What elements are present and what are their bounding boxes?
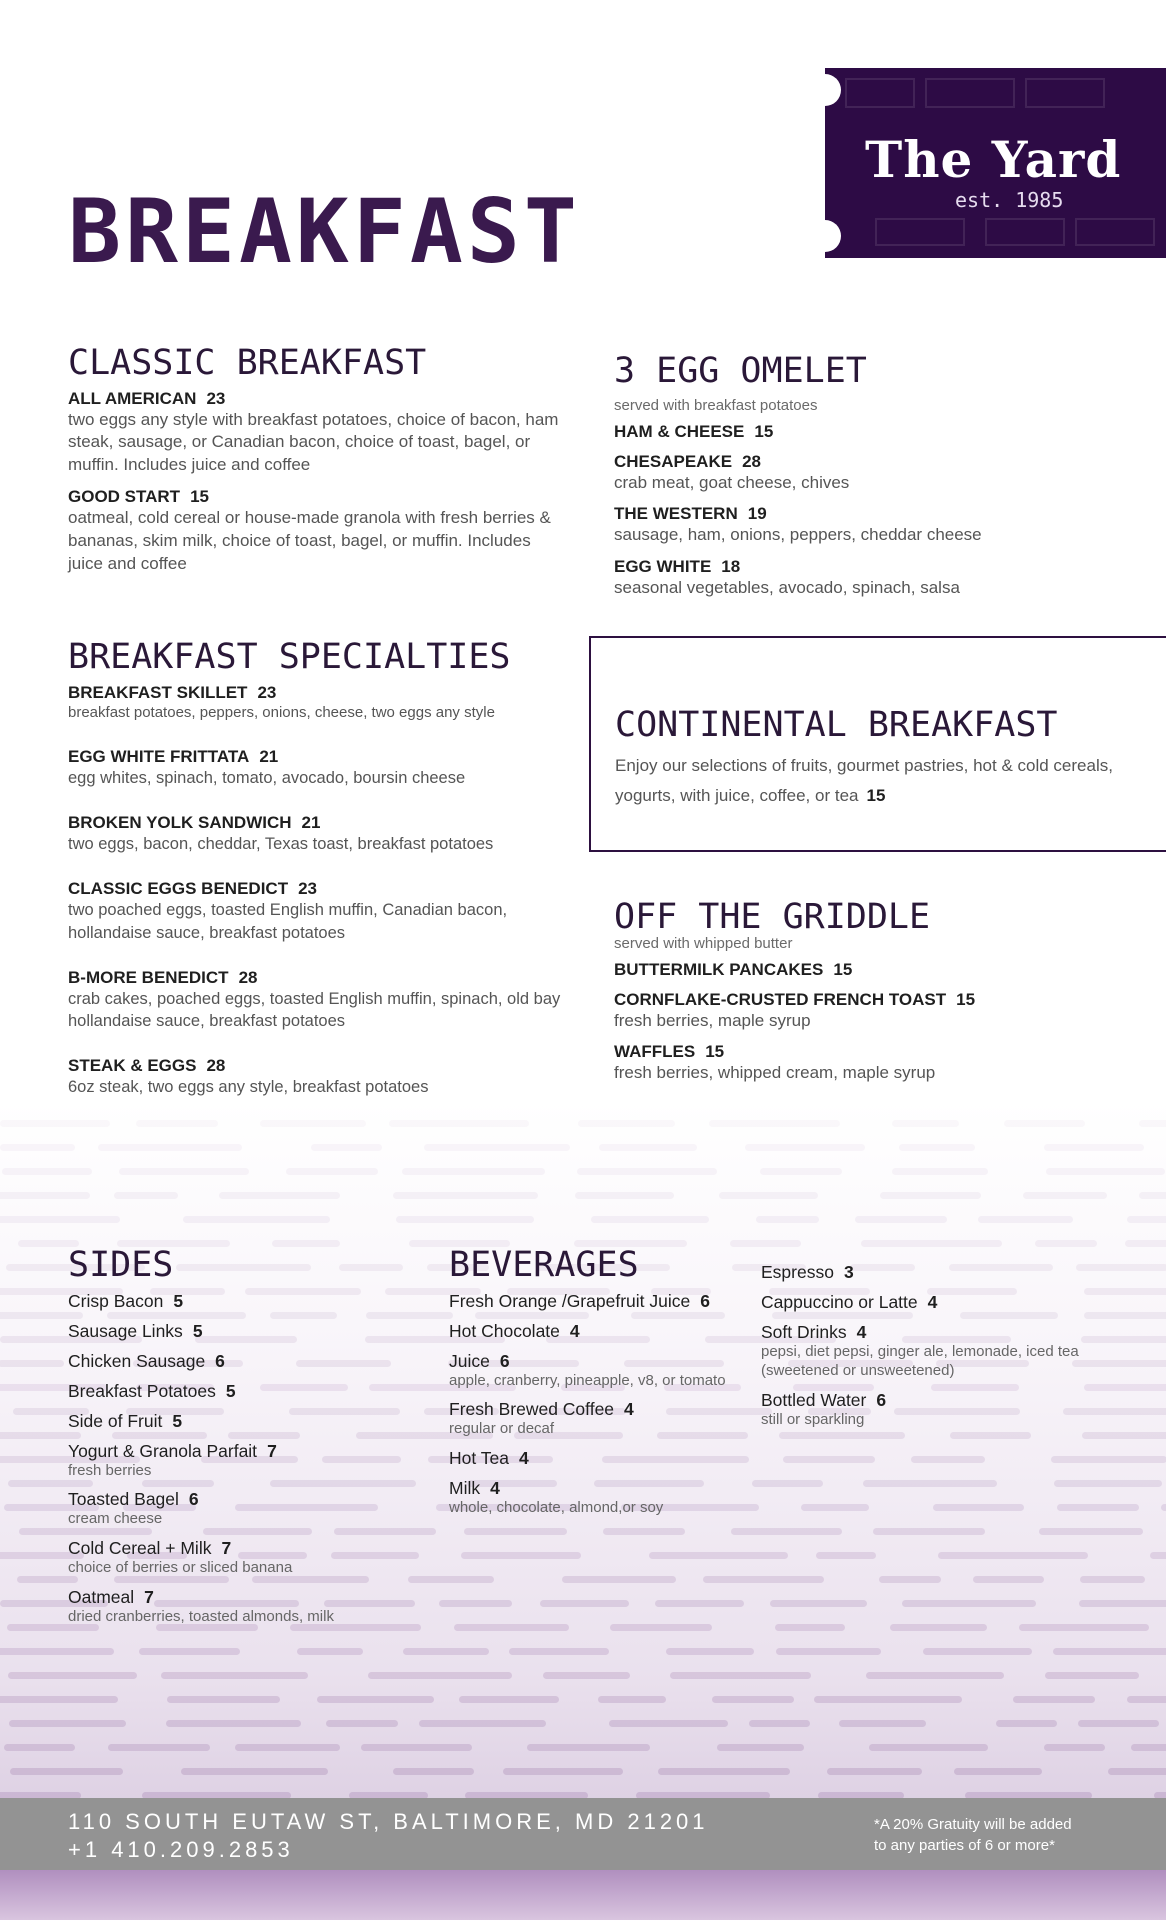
item-desc: choice of berries or sliced banana [68, 1559, 293, 1576]
menu-item [614, 990, 1134, 1033]
item-price: 6 [876, 1389, 887, 1410]
item-name: BUTTERMILK PANCAKES [614, 959, 824, 979]
brick-mark [1150, 1552, 1166, 1559]
brick-mark [286, 1168, 378, 1175]
brick-mark [598, 1696, 666, 1703]
item-desc: apple, cranberry, pineapple, v8, or tomato [449, 1371, 726, 1389]
brick-mark [1076, 1264, 1166, 1271]
continental-price: 15 [866, 785, 886, 805]
continental-box [589, 636, 1166, 852]
item-name: Sausage Links [68, 1320, 183, 1341]
list-item [761, 1292, 1081, 1313]
brick-mark [776, 1648, 881, 1655]
menu-item [614, 1042, 1134, 1085]
item-desc: two eggs any style with breakfast potatoes, choice of bacon, ham steak, sausage, or Canadian bacon, choice of toast, bagel, or muffin. Includes juice and coffee [68, 409, 559, 475]
section-title: BREAKFAST SPECIALTIES [68, 637, 511, 677]
item-desc: still or sparkling [761, 1410, 865, 1428]
list-item [449, 1399, 739, 1439]
list-item [68, 1381, 388, 1402]
item-price: 5 [192, 1320, 203, 1341]
item-name: THE WESTERN [614, 504, 738, 524]
list-item [68, 1489, 388, 1529]
menu-item [614, 557, 1134, 600]
brick-mark [775, 1624, 845, 1631]
gratuity-line: *A 20% Gratuity will be added [874, 1816, 1072, 1833]
item-price: 6 [215, 1350, 225, 1371]
brick-mark [869, 1744, 989, 1751]
brick-mark [599, 1144, 697, 1151]
brick-mark [114, 1192, 178, 1199]
brick-mark [578, 1120, 675, 1127]
item-price: 5 [172, 1410, 183, 1431]
brick-mark [1080, 1576, 1145, 1583]
logo-name: The Yard [865, 130, 1122, 189]
brick-mark [1054, 1480, 1161, 1487]
section-title: 3 EGG OMELET [614, 351, 867, 391]
brick-mark [873, 1528, 986, 1535]
section-title: SIDES [68, 1245, 174, 1285]
brick-mark [655, 1600, 745, 1607]
section-title: OFF THE GRIDDLE [614, 897, 931, 937]
menu-item [614, 422, 1134, 442]
brick-mark [649, 1552, 788, 1559]
brick-mark [749, 1720, 811, 1727]
item-price: 4 [569, 1320, 580, 1341]
brick-mark [814, 1696, 962, 1703]
item-price: 4 [624, 1399, 634, 1420]
brick-mark [0, 1648, 114, 1655]
brick-mark [1019, 1624, 1149, 1631]
brick-mark [181, 1768, 328, 1775]
brick-mark [575, 1192, 674, 1199]
brick-mark [973, 1576, 1044, 1583]
brick-mark [1039, 1528, 1143, 1535]
brick-mark [839, 1720, 926, 1727]
brick-mark [8, 1672, 137, 1679]
brick-mark [861, 1240, 1002, 1247]
list-item [68, 1321, 388, 1342]
brick-mark [1045, 1672, 1140, 1679]
item-name: Breakfast Potatoes [68, 1380, 216, 1401]
item-desc: oatmeal, cold cereal or house-made granola with fresh berries & bananas, skim milk, choice of toast, bagel, or muffin. Includes juice and coffee [68, 508, 551, 574]
brick-mark [603, 1528, 685, 1535]
brick-mark [235, 1744, 340, 1751]
item-name: STEAK & EGGS [68, 1056, 197, 1076]
brick-mark [703, 1576, 824, 1583]
classic-breakfast-section [68, 344, 568, 586]
list-item [449, 1351, 739, 1391]
item-desc: fresh berries, whipped cream, maple syrup [614, 1063, 936, 1083]
brick-mark [1004, 1120, 1085, 1127]
brick-mark [540, 1600, 630, 1607]
list-item [449, 1448, 739, 1469]
brick-mark [1044, 1744, 1105, 1751]
list-item [761, 1390, 1081, 1430]
brick-mark [892, 1120, 959, 1127]
list-item [449, 1291, 739, 1312]
item-price: 15 [833, 959, 853, 979]
item-name: CHESAPEAKE [614, 451, 733, 471]
item-name: Bottled Water [761, 1389, 867, 1410]
brick-mark [4, 1744, 75, 1751]
brick-mark [610, 1624, 711, 1631]
brick-mark [719, 1192, 818, 1199]
brick-mark [1131, 1744, 1166, 1751]
brick-mark [879, 1576, 940, 1583]
brick-mark [461, 1552, 581, 1559]
item-price: 21 [259, 746, 279, 766]
brick-mark [509, 1648, 610, 1655]
brick-mark [562, 1576, 676, 1583]
logo [825, 68, 1166, 258]
item-price: 19 [747, 504, 767, 524]
brick-mark [591, 1216, 709, 1223]
brick-mark [543, 1672, 630, 1679]
brick-mark [119, 1168, 249, 1175]
brick-mark [393, 1768, 474, 1775]
item-price: 4 [490, 1478, 500, 1498]
list-item [761, 1262, 1081, 1283]
menu-item [68, 747, 568, 789]
brick-mark [161, 1672, 308, 1679]
brick-mark [730, 1240, 801, 1247]
menu-item [614, 960, 1134, 980]
brick-mark [326, 1720, 398, 1727]
item-price: 4 [519, 1448, 529, 1468]
section-title: CONTINENTAL BREAKFAST [615, 705, 1058, 745]
brick-mark [1035, 1240, 1097, 1247]
continental-desc: Enjoy our selections of fruits, gourmet pastries, hot & cold cereals, yogurts, with juice, coffee, or tea 15 [615, 755, 1113, 805]
item-price: 15 [956, 989, 976, 1009]
brick-mark [783, 1456, 875, 1463]
specialties-section [68, 638, 568, 1123]
brick-mark [503, 1768, 624, 1775]
brick-mark [1084, 1312, 1166, 1319]
brick-mark [1051, 1456, 1166, 1463]
brick-mark [899, 1144, 974, 1151]
brick-mark [731, 1528, 842, 1535]
page-title: BREAKFAST [68, 180, 581, 283]
item-name: Cold Cereal + Milk [68, 1538, 212, 1558]
brick-mark [1072, 1360, 1166, 1367]
item-price: 6 [188, 1489, 199, 1510]
brick-mark [1078, 1720, 1158, 1727]
brick-mark [752, 1480, 823, 1487]
brick-mark [923, 1648, 1032, 1655]
brick-mark [1139, 1192, 1166, 1199]
brick-mark [658, 1768, 790, 1775]
section-title: CLASSIC BREAKFAST [68, 343, 427, 383]
item-price: 15 [705, 1042, 725, 1062]
item-desc: egg whites, spinach, tomato, avocado, boursin cheese [68, 768, 466, 787]
brick-mark [760, 1168, 841, 1175]
brick-mark [166, 1720, 302, 1727]
item-name: WAFFLES [614, 1042, 696, 1062]
brick-mark [938, 1552, 1088, 1559]
brick-mark [880, 1192, 981, 1199]
brick-mark [1108, 1768, 1166, 1775]
brick-mark [311, 1144, 382, 1151]
brick-mark [464, 1528, 567, 1535]
list-item [68, 1411, 388, 1432]
gratuity-line: to any parties of 6 or more* [874, 1837, 1055, 1854]
brick-mark [1084, 1288, 1166, 1295]
item-price: 7 [144, 1586, 154, 1607]
griddle-section [614, 898, 1134, 1095]
list-item [68, 1587, 388, 1627]
item-name: Cappuccino or Latte [761, 1292, 918, 1312]
brick-mark [139, 1648, 240, 1655]
item-name: Chicken Sausage [68, 1350, 206, 1371]
brick-mark [317, 1696, 434, 1703]
brick-mark [996, 1720, 1057, 1727]
brick-mark [454, 1624, 569, 1631]
item-price: 28 [206, 1056, 226, 1076]
list-item [68, 1538, 388, 1578]
beverages-section [449, 1246, 739, 1527]
brick-mark [1139, 1120, 1166, 1127]
item-name: Fresh Brewed Coffee [449, 1399, 615, 1420]
brick-mark [1127, 1216, 1166, 1223]
gratuity-note [874, 1814, 1072, 1856]
brick-mark [527, 1744, 649, 1751]
item-desc: seasonal vegetables, avocado, spinach, salsa [614, 578, 960, 598]
item-desc: regular or decaf [449, 1420, 555, 1438]
menu-item [68, 683, 568, 723]
menu-item [68, 968, 568, 1033]
brick-mark [0, 1144, 75, 1151]
item-desc: crab meat, goat cheese, chives [614, 472, 850, 492]
item-price: 28 [238, 967, 258, 987]
brick-mark [1057, 1504, 1139, 1511]
item-name: Fresh Orange /Grapefruit Juice [449, 1290, 691, 1311]
menu-item [68, 487, 568, 576]
item-name: EGG WHITE FRITTATA [68, 746, 250, 766]
item-name: Crisp Bacon [68, 1290, 164, 1311]
brick-mark [2, 1168, 92, 1175]
item-name: B-MORE BENEDICT [68, 967, 229, 987]
section-subtitle: served with whipped butter [614, 934, 793, 952]
sides-section [68, 1246, 388, 1636]
item-name: GOOD START [68, 487, 181, 507]
brick-mark [745, 1144, 865, 1151]
menu-item [68, 389, 568, 478]
brick-mark [855, 1216, 947, 1223]
item-price: 18 [721, 557, 741, 577]
brick-mark [183, 1216, 330, 1223]
brick-mark [459, 1696, 559, 1703]
brick-mark [1125, 1240, 1166, 1247]
brick-mark [0, 1192, 90, 1199]
item-name: Yogurt & Granola Parfait [68, 1440, 258, 1461]
brick-mark [978, 1216, 1073, 1223]
item-name: Juice [449, 1350, 490, 1371]
list-item [449, 1478, 739, 1518]
item-desc: two poached eggs, toasted English muffin, Canadian bacon, hollandaise sauce, breakfast potatoes [68, 901, 508, 942]
list-item [761, 1322, 1081, 1381]
item-name: HAM & CHEESE [614, 421, 745, 441]
item-name: Hot Chocolate [449, 1320, 560, 1341]
brick-mark [393, 1192, 539, 1199]
brick-mark [439, 1600, 512, 1607]
item-name: Oatmeal [68, 1586, 135, 1607]
brick-mark [954, 1768, 1042, 1775]
brick-mark [902, 1600, 1036, 1607]
brick-mark [890, 1624, 988, 1631]
brick-mark [1013, 1696, 1095, 1703]
brick-mark [816, 1552, 876, 1559]
item-price: 4 [856, 1322, 867, 1342]
section-title: BEVERAGES [449, 1245, 639, 1285]
item-desc: crab cakes, poached eggs, toasted English muffin, spinach, old bay hollandaise sauce, breakfast potatoes [68, 989, 561, 1031]
item-price: 5 [225, 1380, 236, 1401]
brick-mark [712, 1696, 793, 1703]
menu-item [68, 813, 568, 855]
menu-item [614, 504, 1134, 547]
footer-brick-strip [0, 1870, 1166, 1920]
brick-mark [0, 1696, 118, 1703]
brick-mark [396, 1216, 533, 1223]
brick-mark [1082, 1432, 1166, 1439]
item-price: 7 [221, 1538, 232, 1558]
item-price: 4 [927, 1292, 938, 1312]
item-desc: 6oz steak, two eggs any style, breakfast potatoes [68, 1078, 429, 1097]
brick-mark [1079, 1600, 1166, 1607]
footer [0, 1798, 1166, 1870]
brick-mark [368, 1672, 512, 1679]
item-name: CLASSIC EGGS BENEDICT [68, 879, 289, 899]
brick-mark [98, 1144, 243, 1151]
brick-mark [911, 1456, 985, 1463]
logo-est: est. 1985 [955, 188, 1064, 212]
brick-mark [0, 1216, 120, 1223]
brick-mark [670, 1672, 812, 1679]
item-desc: cream cheese [68, 1510, 163, 1528]
item-price: 3 [843, 1262, 854, 1282]
item-desc: pepsi, diet pepsi, ginger ale, lemonade, iced tea (sweetened or unsweetened) [761, 1343, 1079, 1379]
brick-mark [402, 1168, 545, 1175]
item-desc: fresh berries [68, 1461, 152, 1479]
list-item [68, 1441, 388, 1481]
brick-mark [1161, 1504, 1166, 1511]
brick-mark [666, 1648, 755, 1655]
brick-mark [1023, 1192, 1107, 1199]
brick-mark [10, 1768, 122, 1775]
item-name: BREAKFAST SKILLET [68, 682, 248, 702]
item-name: EGG WHITE [614, 557, 712, 577]
footer-address-block [68, 1808, 709, 1864]
item-name: CORNFLAKE-CRUSTED FRENCH TOAST [614, 989, 947, 1009]
item-desc: breakfast potatoes, peppers, onions, cheese, two eggs any style [68, 703, 495, 721]
item-price: 23 [257, 682, 277, 702]
item-desc: two eggs, bacon, cheddar, Texas toast, breakfast potatoes [68, 835, 494, 854]
item-price: 7 [267, 1440, 277, 1461]
item-price: 23 [298, 879, 318, 899]
item-price: 6 [700, 1290, 710, 1311]
brick-mark [403, 1648, 489, 1655]
item-price: 15 [754, 421, 774, 441]
item-name: Side of Fruit [68, 1410, 163, 1431]
brick-mark [866, 1672, 1004, 1679]
beverages-section-col2 [761, 1262, 1081, 1438]
item-name: Toasted Bagel [68, 1489, 179, 1510]
item-price: 15 [190, 487, 209, 507]
list-item [449, 1321, 739, 1342]
brick-mark [408, 1576, 495, 1583]
item-name: Milk [449, 1478, 481, 1498]
brick-mark [219, 1192, 340, 1199]
item-desc: sausage, ham, onions, peppers, cheddar cheese [614, 525, 982, 545]
brick-mark [1127, 1696, 1166, 1703]
brick-mark [827, 1768, 922, 1775]
item-price: 21 [301, 813, 321, 833]
brick-mark [167, 1696, 280, 1703]
brick-mark [863, 1480, 997, 1487]
section-subtitle: served with breakfast potatoes [614, 396, 818, 414]
brick-mark [1081, 1336, 1166, 1343]
brick-mark [892, 1168, 988, 1175]
item-name: Hot Tea [449, 1448, 509, 1468]
list-item [68, 1351, 388, 1372]
footer-address: 110 SOUTH EUTAW ST, BALTIMORE, MD 21201 [68, 1809, 709, 1834]
item-name: ALL AMERICAN [68, 388, 197, 408]
menu-item [68, 1056, 568, 1098]
menu-item [68, 879, 568, 944]
item-desc: whole, chocolate, almond,or soy [449, 1499, 664, 1516]
footer-phone: +1 410.209.2853 [68, 1837, 294, 1862]
item-name: Soft Drinks [761, 1322, 847, 1342]
item-desc: dried cranberries, toasted almonds, milk [68, 1607, 334, 1625]
brick-mark [361, 1744, 472, 1751]
brick-mark [424, 1144, 570, 1151]
menu-item [614, 452, 1134, 495]
brick-mark [108, 1744, 211, 1751]
brick-mark [756, 1216, 818, 1223]
brick-mark [1046, 1168, 1165, 1175]
brick-mark [419, 1720, 546, 1727]
item-price: 5 [173, 1290, 184, 1311]
item-price: 28 [742, 451, 762, 471]
brick-mark [297, 1648, 363, 1655]
brick-mark [717, 1744, 804, 1751]
omelet-section [614, 352, 1134, 610]
brick-mark [801, 1504, 869, 1511]
brick-mark [1044, 1144, 1144, 1151]
item-price: 6 [499, 1350, 510, 1371]
brick-mark [709, 1120, 839, 1127]
brick-mark [1053, 1648, 1166, 1655]
brick-mark [609, 1720, 728, 1727]
item-name: Espresso [761, 1262, 834, 1282]
list-item [68, 1291, 388, 1312]
brick-mark [9, 1720, 126, 1727]
brick-mark [577, 1168, 717, 1175]
brick-mark [0, 1360, 64, 1367]
item-name: BROKEN YOLK SANDWICH [68, 813, 292, 833]
item-price: 23 [206, 388, 226, 408]
brick-mark [1084, 1384, 1166, 1391]
brick-mark [770, 1600, 867, 1607]
item-desc: fresh berries, maple syrup [614, 1010, 811, 1030]
brick-mark [933, 1504, 1024, 1511]
